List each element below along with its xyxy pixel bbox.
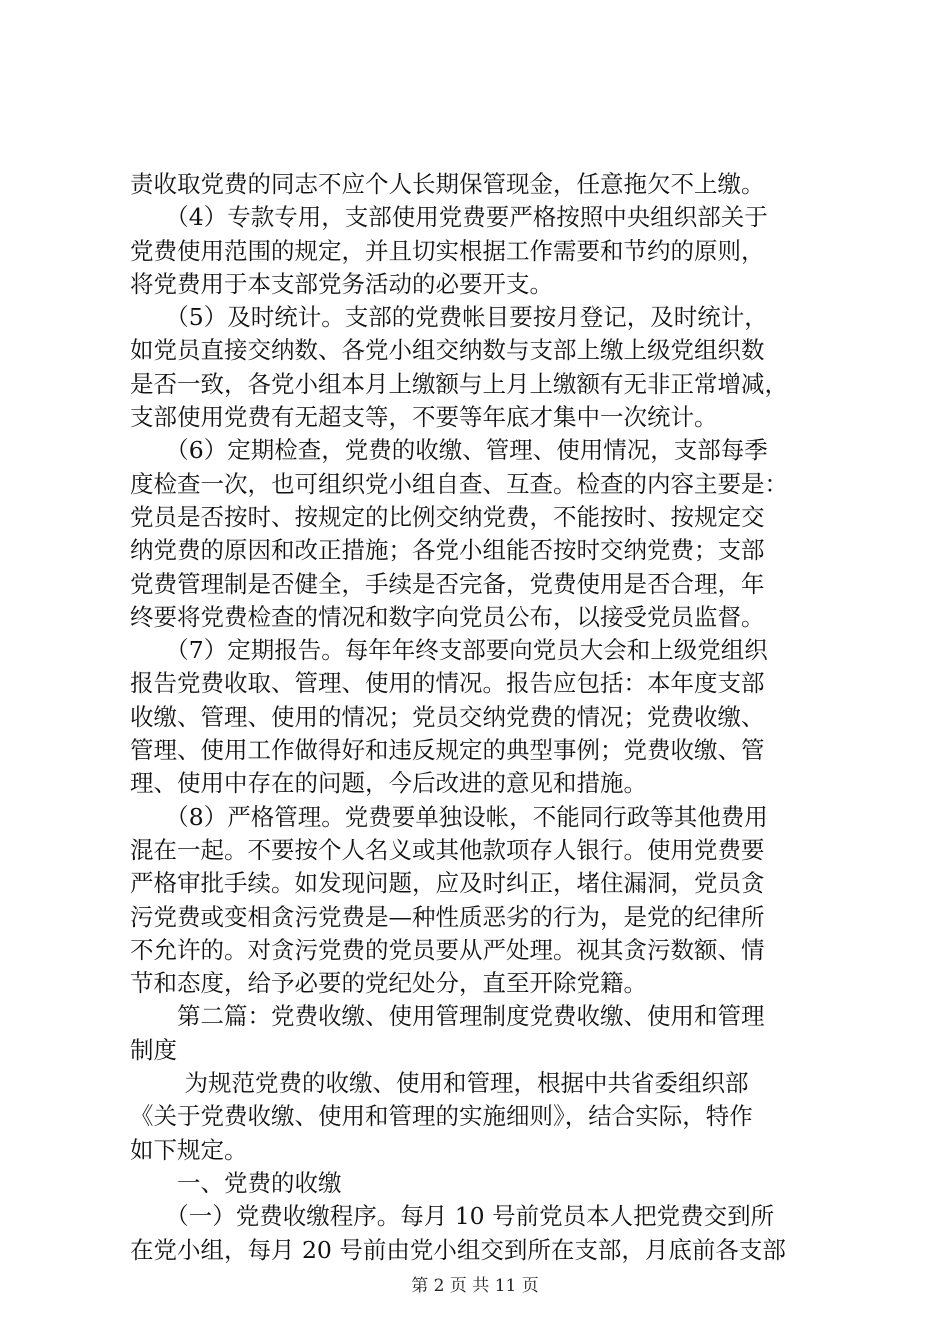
text-line: （6）定期检查，党费的收缴、管理、使用情况，支部每季 <box>130 436 768 465</box>
text-line: 纳党费的原因和改正措施；各党小组能否按时交纳党费；支部 <box>130 536 765 565</box>
text-line: 报告党费收取、管理、使用的情况。报告应包括：本年度支部 <box>130 669 765 698</box>
text-line: 党费管理制是否健全，手续是否完备，党费使用是否合理，年 <box>130 569 765 598</box>
body-text <box>130 168 835 1267</box>
text-line: 混在一起。不要按个人名义或其他款项存人银行。使用党费要 <box>130 835 765 864</box>
text-line: 为规范党费的收缴、使用和管理，根据中共省委组织部 <box>130 1069 749 1098</box>
text-line: 不允许的。对贪污党费的党员要从严处理。视其贪污数额、情 <box>130 935 765 964</box>
section-heading-continued: 制度 <box>130 1035 177 1064</box>
text-line: （一）党费收缴程序。每月 10 号前党员本人把党费交到所 <box>130 1202 775 1231</box>
text-line: 管理、使用工作做得好和违反规定的典型事例；党费收缴、管 <box>130 736 765 765</box>
text-line: 将党费用于本支部党务活动的必要开支。 <box>130 269 553 298</box>
section-heading: 第二篇：党费收缴、使用管理制度党费收缴、使用和管理 <box>130 1002 765 1031</box>
text-line: 党员是否按时、按规定的比例交纳党费，不能按时、按规定交 <box>130 502 765 531</box>
text-line: （4）专款专用，支部使用党费要严格按照中央组织部关于 <box>130 203 768 232</box>
text-line: 在党小组，每月 20 号前由党小组交到所在支部，月底前各支部 <box>130 1235 786 1264</box>
text-line: （5）及时统计。支部的党费帐目要按月登记，及时统计， <box>130 303 768 332</box>
text-line: 支部使用党费有无超支等，不要等年底才集中一次统计。 <box>130 403 718 432</box>
text-line: 《关于党费收缴、使用和管理的实施细则》，结合实际，特作 <box>130 1102 753 1131</box>
text-line: 污党费或变相贪污党费是—种性质恶劣的行为，是党的纪律所 <box>130 902 765 931</box>
text-line: 如下规定。 <box>130 1135 248 1164</box>
text-line: （7）定期报告。每年年终支部要向党员大会和上级党组织 <box>130 636 768 665</box>
text-line: 严格审批手续。如发现问题，应及时纠正，堵住漏洞，党员贪 <box>130 869 765 898</box>
text-line: 终要将党费检查的情况和数字向党员公布，以接受党员监督。 <box>130 602 765 631</box>
text-line: 如党员直接交纳数、各党小组交纳数与支部上缴上级党组织数 <box>130 336 765 365</box>
text-line: （8）严格管理。党费要单独设帐，不能同行政等其他费用 <box>130 802 768 831</box>
text-line: 责收取党费的同志不应个人长期保管现金，任意拖欠不上缴。 <box>130 170 765 198</box>
subsection-heading: 一、党费的收缴 <box>130 1168 342 1197</box>
text-line: 收缴、管理、使用的情况；党员交纳党费的情况；党费收缴、 <box>130 702 765 731</box>
text-line: 度检查一次，也可组织党小组自查、互查。检查的内容主要是： <box>130 469 788 498</box>
text-line: 节和态度，给予必要的党纪处分，直至开除党籍。 <box>130 969 647 998</box>
page-number-footer: 第 2 页 共 11 页 <box>411 1276 539 1296</box>
text-line: 理、使用中存在的问题，今后改进的意见和措施。 <box>130 769 647 798</box>
text-line: 是否一致，各党小组本月上缴额与上月上缴额有无非正常增减， <box>130 369 788 398</box>
text-line: 党费使用范围的规定，并且切实根据工作需要和节约的原则， <box>130 236 765 265</box>
